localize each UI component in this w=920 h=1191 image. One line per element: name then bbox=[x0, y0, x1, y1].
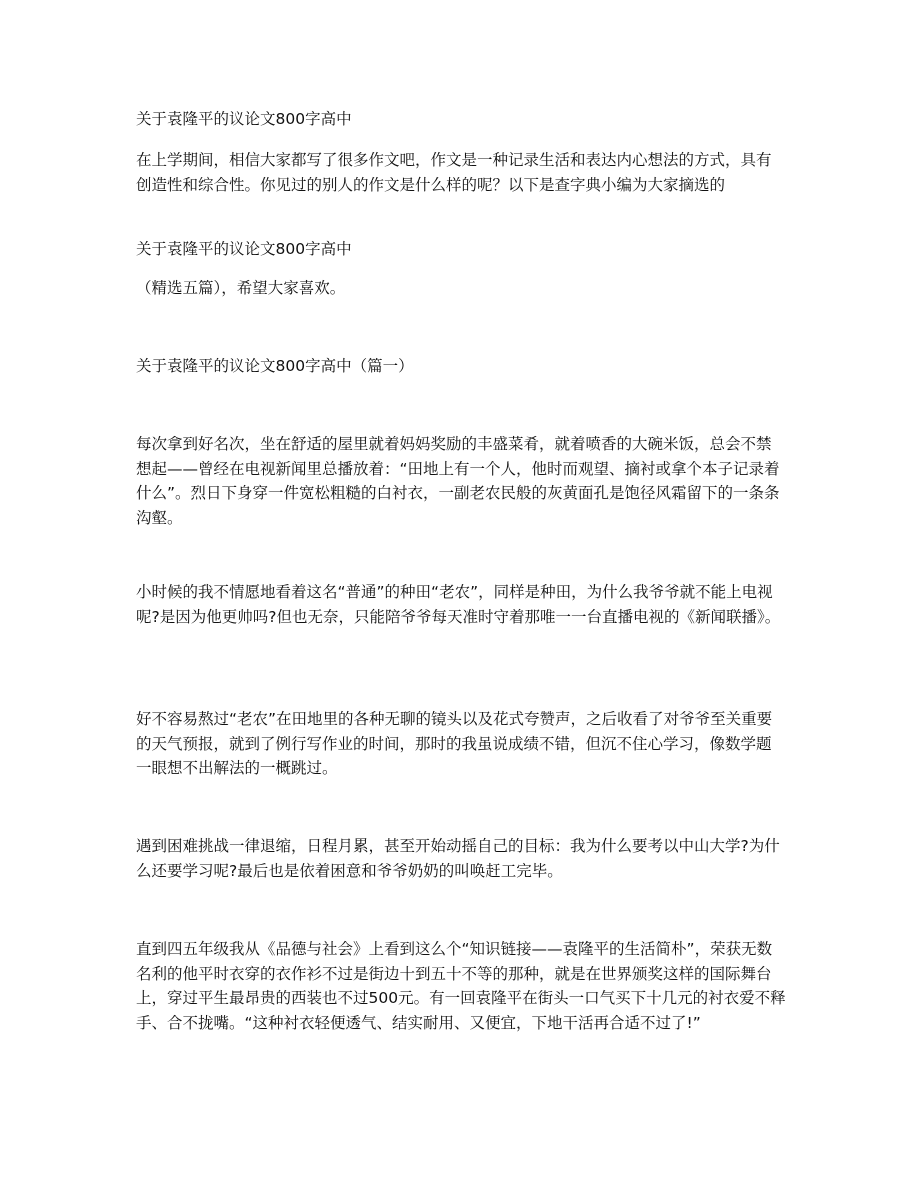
body-paragraph-3: 好不容易熬过“老农”在田地里的各种无聊的镜头以及花式夸赞声，之后收看了对爷爷至关重要的天气预报，就到了例行写作业的时间，那时的我虽说成绩不错，但沉不住心学习，像数学题一眼想不出解法的一概跳过。 bbox=[136, 710, 773, 777]
intro-suffix: （精选五篇），希望大家喜欢。 bbox=[136, 279, 346, 297]
document-title-repeat: 关于袁隆平的议论文800字高中 bbox=[136, 240, 352, 258]
body-paragraph-1: 每次拿到好名次，坐在舒适的屋里就着妈妈奖励的丰盛菜肴，就着喷香的大碗米饭，总会不禁想起——曾经在电视新闻里总播放着：“田地上有一个人，他时而观望、摘衬或拿个本子记录着什么”。烈日下身穿一件宽松粗糙的白衬衣，一副老农民般的灰黄面孔是饱径风霜留下的一条条沟壑。 bbox=[136, 435, 780, 527]
section-heading: 关于袁隆平的议论文800字高中（篇一） bbox=[136, 357, 414, 375]
document-title: 关于袁隆平的议论文800字高中 bbox=[136, 110, 352, 128]
intro-paragraph: 在上学期间，相信大家都写了很多作文吧，作文是一种记录生活和表达内心想法的方式，具有创造性和综合性。你见过的别人的作文是什么样的呢？以下是查字典小编为大家摘选的 bbox=[136, 151, 772, 194]
body-paragraph-4: 遇到困难挑战一律退缩，日程月累，甚至开始动摇自己的目标：我为什么要考以中山大学?为什么还要学习呢?最后也是依着困意和爷爷奶奶的叫唤赶工完毕。 bbox=[136, 837, 780, 880]
body-paragraph-5: 直到四五年级我从《品德与社会》上看到这么个“知识链接——袁隆平的生活简朴”，荣获无数名利的他平时衣穿的衣作衫不过是街边十到五十不等的那种，就是在世界颁奖这样的国际舞台上，穿过平生最昂贵的西装也不过500元。有一回袁隆平在街头一口气买下十几元的衬衣爱不释手、合不拢嘴。“这种衬衣轻便透气、结实耐用、又便宜，下地干活再合适不过了!” bbox=[136, 940, 786, 1032]
body-paragraph-2: 小时候的我不情愿地看着这名“普通”的种田“老农”，同样是种田，为什么我爷爷就不能上电视呢?是因为他更帅吗?但也无奈，只能陪爷爷每天准时守着那唯一一台直播电视的《新闻联播》。 bbox=[136, 583, 781, 626]
